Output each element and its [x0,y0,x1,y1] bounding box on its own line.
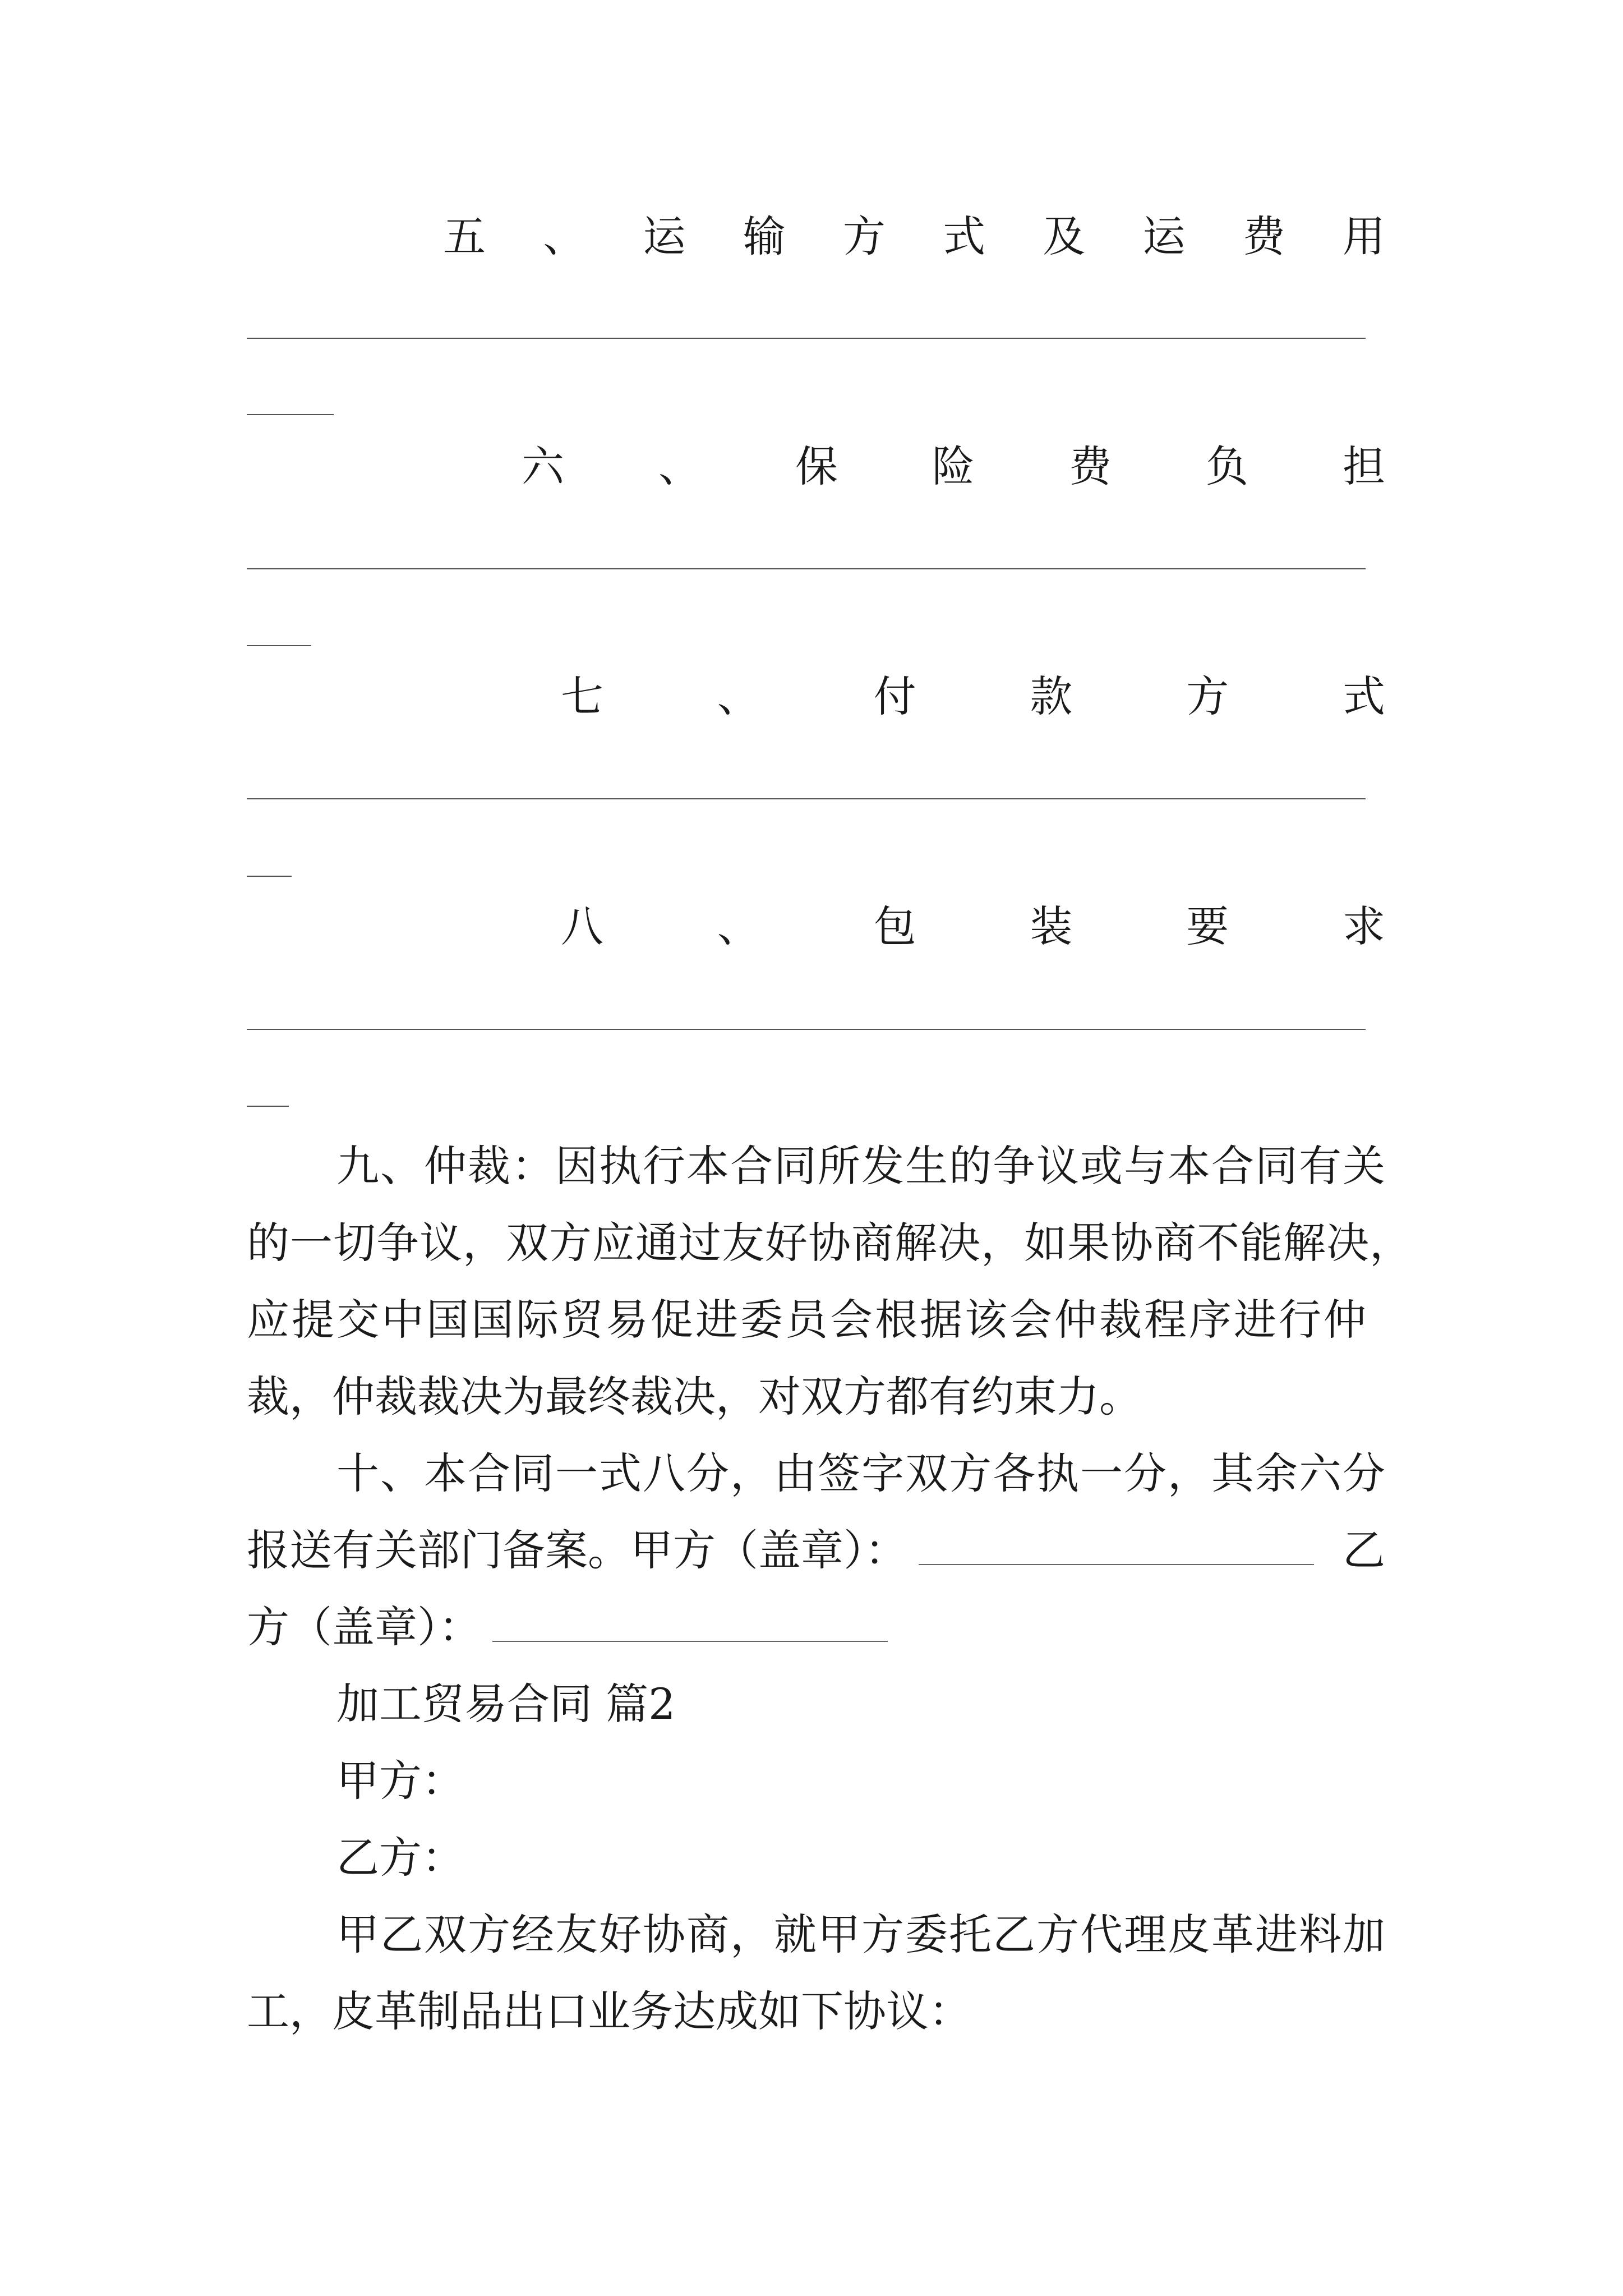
c5-char: 五 [443,211,486,261]
c7-char: 款 [1030,671,1073,721]
arbitration-line-4: 裁，仲裁裁决为最终裁决，对双方都有约束力。 [247,1372,1142,1421]
c5-char: 输 [743,211,786,261]
c5-char: 运 [1142,211,1186,261]
party-a-seal-blank[interactable] [919,1530,1314,1565]
clause-6-heading [522,435,1385,491]
clause-6-fill-line [247,568,1366,569]
c7-char: 、 [717,671,760,721]
c6-char: 六 [522,441,564,491]
c7-char: 方 [1186,671,1229,721]
c5-char: 运 [643,211,686,261]
clause-5-fill-line-tail [247,414,334,415]
copies-line-2 [247,1512,1385,1589]
copies-line-2-suffix: 乙 [1343,1525,1385,1575]
intro-line-1: 甲 乙 双 方 经 友 好 协 商 ， 就 甲 方 委 托 乙 方 代 理 皮 革 进 料 加 [336,1910,1385,1959]
c7-char: 式 [1342,671,1385,721]
c8-char: 装 [1030,901,1073,951]
arbitration-line-3: 应提交中国国际贸易促进委员会根据该会仲裁程序进行仲 [247,1295,1368,1345]
arbitration-line-2: 的一切争议，双方应通过友好协商解决，如果协商不能解决， [247,1218,1413,1268]
c5-char: 用 [1342,211,1385,261]
c8-char: 求 [1342,901,1385,951]
c6-char: 负 [1206,441,1248,491]
clause-7-heading [561,665,1385,721]
c6-char: 保 [795,441,838,491]
party-b-seal-blank[interactable] [492,1607,888,1642]
clause-8-fill-line-tail [247,1106,289,1107]
intro-line-2: 工，皮革制品出口业务达成如下协议： [247,1986,971,2036]
c8-char: 包 [873,901,916,951]
c7-char: 付 [873,671,916,721]
arbitration-line-1: 九 、 仲 裁 ： 因 执 行 本 合 同 所 发 生 的 争 议 或 与 本 合 同 有 关 [336,1141,1385,1191]
section-2-title: 加工贸易合同 篇2 [336,1679,676,1729]
c5-char: 式 [943,211,986,261]
copies-line-3-text: 方（盖章）： [247,1602,481,1652]
c5-char: 费 [1242,211,1285,261]
copies-line-3 [247,1589,888,1665]
copies-line-2-text: 报送有关部门备案。甲方（盖章）： [247,1525,907,1575]
c8-char: 八 [561,901,603,951]
c5-char: 及 [1043,211,1086,261]
clause-8-fill-line [247,1029,1366,1030]
clause-7-fill-line [247,798,1366,799]
c6-char: 险 [932,441,975,491]
c6-char: 担 [1343,441,1385,491]
clause-6-fill-line-tail [247,645,311,646]
c6-char: 费 [1069,441,1112,491]
c8-char: 、 [717,901,760,951]
c6-char: 、 [658,441,701,491]
c5-char: 、 [543,211,586,261]
c7-char: 七 [561,671,603,721]
clause-5-heading [443,205,1385,261]
c8-char: 要 [1186,901,1229,951]
c5-char: 方 [842,211,886,261]
clause-8-heading [561,895,1385,951]
clause-5-fill-line [247,338,1366,339]
party-a-label: 甲方： [336,1756,464,1806]
copies-line-1: 十、本合同一式八分，由签字双方各执一分，其余六分 [336,1448,1386,1498]
clause-7-fill-line-tail [247,876,292,877]
party-b-label: 乙方： [336,1833,464,1883]
